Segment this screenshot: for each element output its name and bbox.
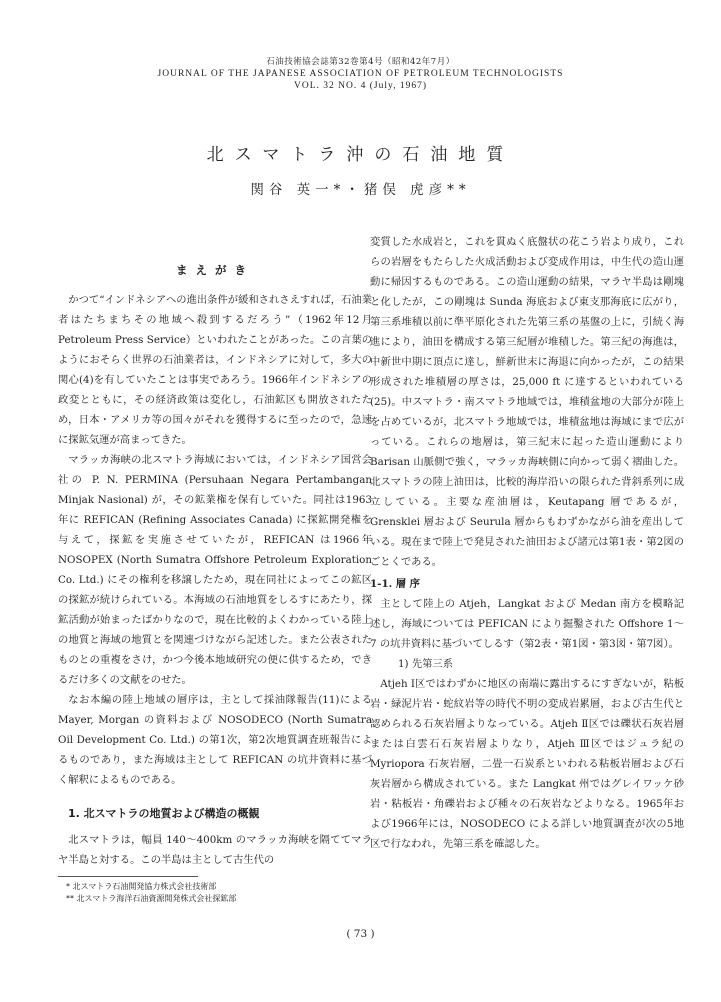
footnote: * 北スマトラ石油開発協力株式会社技術部 bbox=[66, 882, 217, 891]
footnotes bbox=[58, 881, 372, 905]
footnote: ** 北スマトラ海洋石油資源開発株式会社探鉱部 bbox=[66, 894, 237, 903]
paragraph: 主として陸上の Atjeh，Langkat および Medan 南方を模略記述し，海域については PEFICAN により掘鑿された Offshore 1〜7 の坑井資料に基づいてしるす（第2表・第1図・第3図・第7図）。 bbox=[370, 598, 684, 650]
paper-authors: 関谷 英一*・猪俣 虎彦** bbox=[250, 182, 471, 198]
subsection-heading-stratigraphy: 1-1. 層 序 bbox=[370, 578, 420, 590]
section-heading-preface: まえがき bbox=[176, 263, 254, 277]
paragraph: かつて“インドネシアへの進出条件が緩和されさえすれば，石油業者はたちまちその地域へ殺到するだろう”（1962年12月 Petroleum Press Service）といわれたことがあった。この言葉のようにおそらく世界の石油業者は，インドネシアに対して，多大の関心(4)を有していたことは事実であろう。1966年インドネシアの政変とともに，その経済政策は変化し，石油鉱区も開放されたため，日本・アメリカ等の国々がそれを獲得するに至ったので，急速に探鉱気運が高まってきた。 bbox=[58, 294, 372, 446]
paragraph: Atjeh Ⅰ区ではわずかに地区の南端に露出するにすぎないが，粘板岩・緑泥片岩・蛇紋岩等の時代不明の変成岩累層，および古生代と認められる石灰岩層よりなっている。Atjeh Ⅱ区では礫状石灰岩層または白雲石石灰岩層よりなり，Atjeh Ⅲ区ではジュラ紀の Myriopora 石灰岩層，二畳一石炭系といわれる粘板岩層および石灰岩層から構成されている。また Langkat 州ではグレイワッケ砂岩・粘板岩・角礫岩および種々の石灰岩などよりなる。1965年および1966年には，NOSODECO による詳しい地質調査が次の5地区で行なわれ，先第三系を確認した。 bbox=[370, 678, 684, 850]
paragraph: 北スマトラは，幅員 140〜400km のマラッカ海峡を隔ててマラヤ半島と対する。この半島は主として古生代の bbox=[58, 834, 372, 866]
journal-header-jp: 石油技術協会誌第32巻第4号（昭和42年7月） bbox=[266, 57, 455, 67]
paragraph: マラッカ海峡の北スマトラ海域においては，インドネシア国営会社の P. N. PERMINA (Persuhaan Negara Pertambangan Minjak Nasional) が，その鉱業権を保有していた。同社は1963年に REFICAN (Refining Associates Canada) に探鉱開発権を与えて，探鉱を実施させていたが，REFICAN は1966年 NOSOPEX (North Sumatra Offshore Petroleum Exploration Co. Ltd.) にその権利を移譲したため，現在同社によってこの鉱区の探鉱が続けられている。本海域の石油地質をしるすにあたり，探鉱活動が始まったばかりなので，現在比較的よくわかっている陸上の地質と海域の地質とを関連づけながら記述した。また公表されたものとの重複をさけ，かつ今後本地域研究の便に供するため，できるだけ多くの文献をのせた。 bbox=[58, 454, 372, 686]
page-number: ( 73 ) bbox=[346, 928, 375, 940]
journal-volume: VOL. 32 NO. 4 (July, 1967) bbox=[293, 81, 428, 91]
journal-header-en: JOURNAL OF THE JAPANESE ASSOCIATION OF PETROLEUM TECHNOLOGISTS bbox=[157, 69, 564, 79]
footnote-rule bbox=[58, 876, 198, 877]
journal-header bbox=[0, 56, 721, 92]
left-column bbox=[58, 242, 372, 905]
subsubsection-heading: 1) 先第三系 bbox=[398, 658, 454, 670]
paragraph: 変質した水成岩と，これを貫ぬく底盤状の花こう岩より成り，これらの岩層をもたらした火成活動および変成作用は，中生代の造山運動に帰因するものである。この造山運動の結果，マラヤ半島は剛塊と化したが，この剛塊は Sunda 海底および東支那海底に広がり，第三系堆積以前に準平原化された先第三系の基盤の上に，引続く海進により，油田を構成する第三紀層が堆積した。第三紀の海進は，中新世中期に頂点に達し，鮮新世末に海退に向かったが，この結果形成された堆積層の厚さは，25,000 ft に達するといわれている(25)。中スマトラ・南スマトラ地域では，堆積盆地の大部分が陸上を占めているが，北スマトラ地域では，堆積盆地は海域にまで広がっている。これらの地層は，第三紀末に起った造山運動により Barisan 山脈側で強く，マラッカ海峡側に向かって弱く褶曲した。北スマトラの陸上油田は，比較的海岸沿いの限られた背斜系列に成立している。主要な産油層は，Keutapang 層であるが，Grensklei 層および Seurula 層からもわずかながら油を産出している。現在まで陸上で発見された油田および諸元は第1表・第2図のごとくである。 bbox=[370, 236, 684, 568]
paragraph: なお本編の陸上地域の層序は，主として採油隊報告(11)による Mayer, Morgan の資料および NOSODECO (North Sumatra Oil Development Co. Ltd.) の第1次，第2次地質調査班報告によるものであり，また海域は主として REFICAN の坑井資料に基づく解釈によるものである。 bbox=[58, 694, 372, 786]
section-heading-1: 1. 北スマトラの地質および構造の概観 bbox=[68, 807, 260, 820]
paper-title: 北スマトラ沖の石油地質 bbox=[206, 145, 515, 165]
right-column bbox=[370, 232, 684, 854]
